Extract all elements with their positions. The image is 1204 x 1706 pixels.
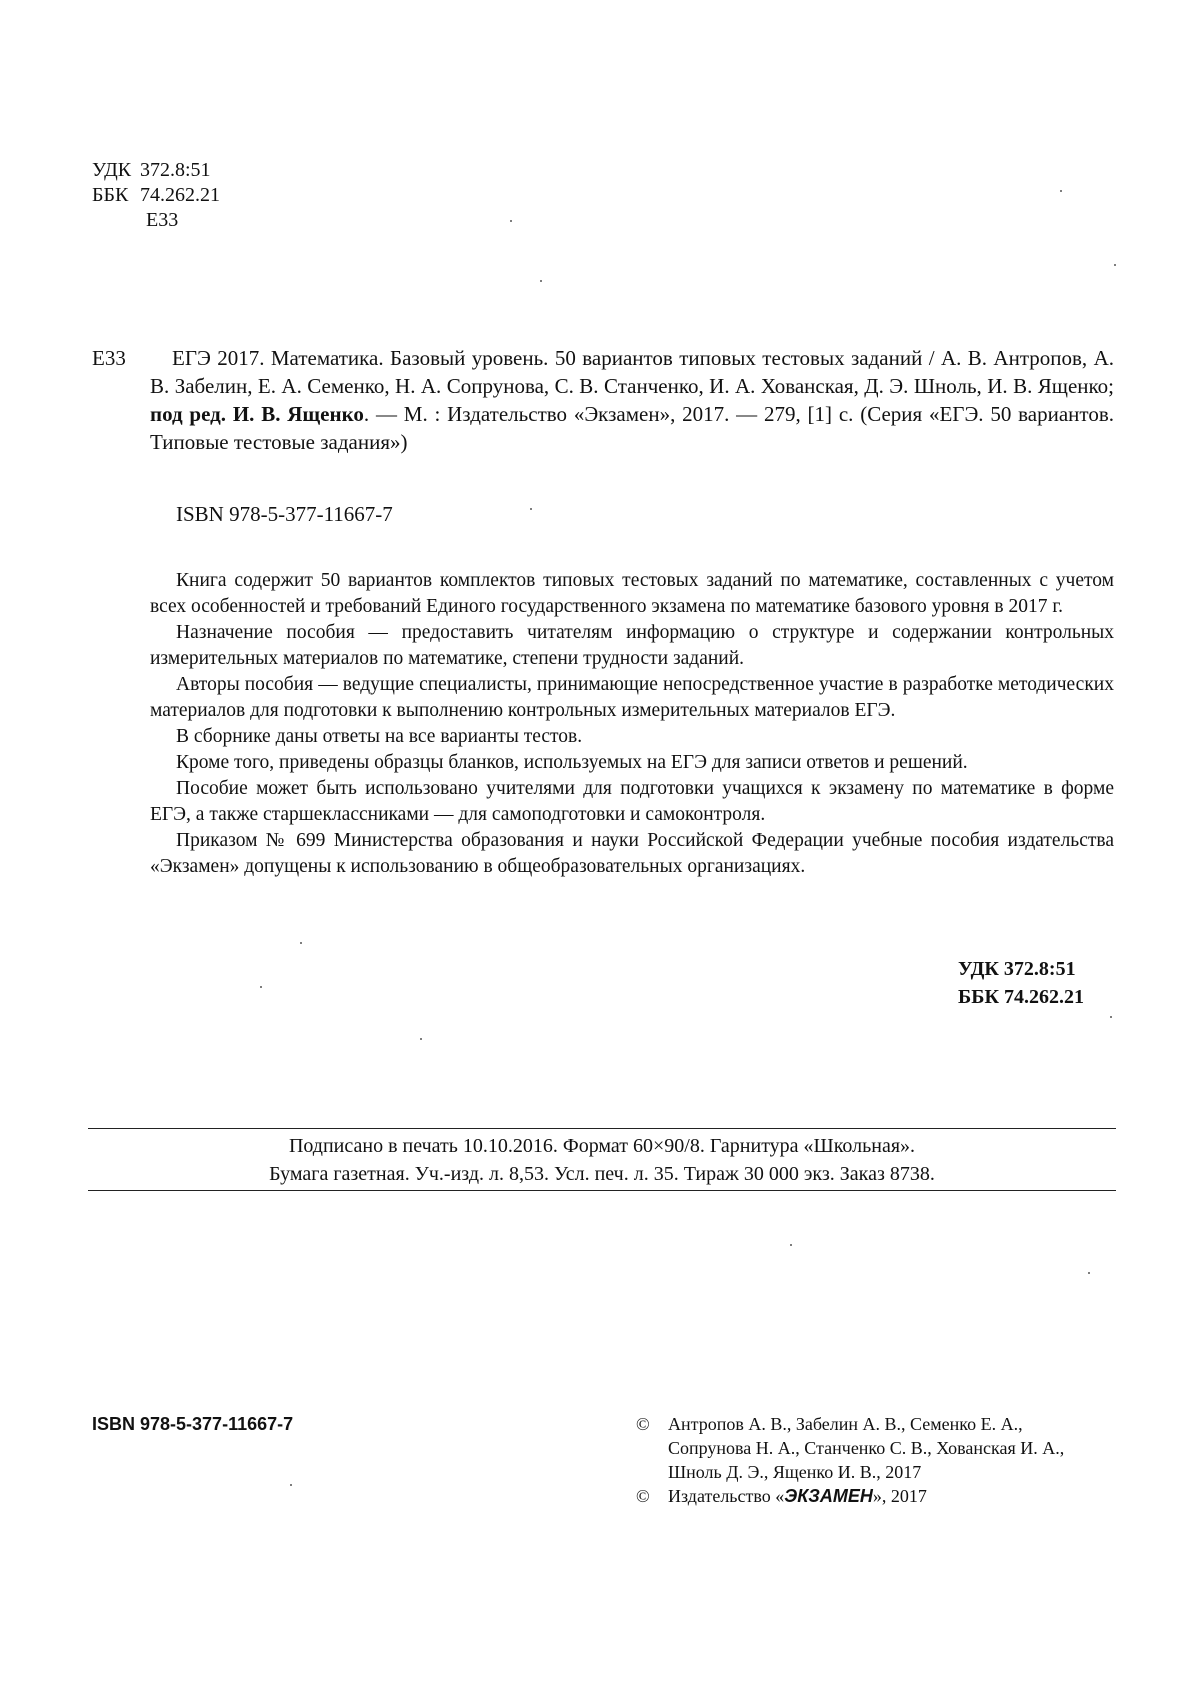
imprint-bottom-rule	[88, 1190, 1116, 1191]
copyright-authors-line-1	[636, 1412, 1064, 1436]
publisher-prefix: Издательство «	[668, 1486, 785, 1506]
scan-speck	[1088, 1272, 1090, 1274]
isbn-bottom: ISBN 978-5-377-11667-7	[92, 1414, 294, 1434]
copyright-block	[636, 1412, 1064, 1508]
bibliographic-part2: . — М. : Издательство «Экзамен», 2017. — 279, [1] с. (Серия «ЕГЭ. 50 вариантов. Типовые тестовые задания»)	[150, 402, 1114, 454]
bibliographic-part1: ЕГЭ 2017. Математика. Базовый уровень. 50 вариантов типовых тестовых заданий / А. В. Антропов, А. В. Забелин, Е. А. Семенко, Н. А. Сопрунова, С. В. Станченко, И. А. Хованская, Д. Э. Шноль, И. В. Ященко;	[150, 346, 1114, 398]
udk-label: УДК	[92, 159, 132, 181]
udk-value: 372.8:51	[140, 159, 211, 181]
bbk-row	[92, 183, 220, 208]
udk-right: УДК 372.8:51	[958, 958, 1076, 980]
annotation-paragraph: Кроме того, приведены образцы бланков, используемых на ЕГЭ для записи ответов и решений.	[176, 752, 968, 773]
copyright-symbol: ©	[636, 1414, 650, 1434]
scan-speck	[1060, 190, 1062, 192]
annotation-paragraph: Авторы пособия — ведущие специалисты, принимающие непосредственное участие в разработке методических материалов для подготовки к выполнению контрольных измерительных материалов ЕГЭ.	[150, 674, 1114, 721]
publisher-suffix: », 2017	[872, 1486, 927, 1506]
bibliographic-code: Е33	[92, 346, 126, 370]
copyright-authors-1: Антропов А. В., Забелин А. В., Семенко Е. А.,	[668, 1414, 1023, 1434]
scan-speck	[290, 1484, 292, 1486]
scan-speck	[260, 986, 262, 988]
bibliographic-record	[92, 344, 1114, 456]
annotation-paragraph: Пособие может быть использовано учителями для подготовки учащихся к экзамену по математике в форме ЕГЭ, а также старшеклассниками — для самоподготовки и самоконтроля.	[150, 778, 1114, 825]
imprint-top-rule	[88, 1128, 1116, 1129]
bibliographic-editor: под ред. И. В. Ященко	[150, 402, 364, 426]
classification-codes	[92, 158, 220, 233]
scan-speck	[1110, 1016, 1112, 1018]
scan-speck	[420, 1038, 422, 1040]
copyright-publisher-line	[636, 1484, 1064, 1508]
scan-speck	[540, 280, 542, 282]
scan-speck	[1114, 264, 1116, 266]
imprint-line-2: Бумага газетная. Уч.-изд. л. 8,53. Усл. печ. л. 35. Тираж 30 000 экз. Заказ 8738.	[269, 1163, 935, 1185]
bbk-right: ББК 74.262.21	[958, 986, 1084, 1008]
author-mark: Е33	[146, 209, 179, 231]
scan-speck	[530, 508, 532, 510]
annotation-paragraph: Назначение пособия — предоставить читателям информацию о структуре и содержании контрольных измерительных материалов по математике, степени трудности заданий.	[150, 622, 1114, 669]
isbn-line: ISBN 978-5-377-11667-7	[176, 502, 393, 526]
copyright-authors-3: Шноль Д. Э., Ященко И. В., 2017	[668, 1462, 922, 1482]
scan-speck	[510, 220, 512, 222]
copyright-authors-2: Сопрунова Н. А., Станченко С. В., Хованская И. А.,	[668, 1438, 1065, 1458]
copyright-symbol: ©	[636, 1486, 650, 1506]
annotation-paragraph: Приказом № 699 Министерства образования и науки Российской Федерации учебные пособия издательства «Экзамен» допущены к использованию в общеобразовательных организациях.	[150, 830, 1114, 877]
scan-speck	[790, 1244, 792, 1246]
classification-right	[958, 955, 1084, 1011]
bbk-value: 74.262.21	[140, 184, 220, 206]
annotation-paragraph: Книга содержит 50 вариантов комплектов типовых тестовых заданий по математике, составленных с учетом всех особенностей и требований Единого государственного экзамена по математике базового уровня в 2017 г.	[150, 570, 1114, 617]
annotation	[150, 568, 1114, 880]
udk-row	[92, 158, 220, 183]
imprint	[88, 1132, 1116, 1188]
publisher-brand: ЭКЗАМЕН	[784, 1486, 873, 1506]
imprint-line-1: Подписано в печать 10.10.2016. Формат 60×90/8. Гарнитура «Школьная».	[288, 1135, 916, 1157]
bbk-label: ББК	[92, 184, 129, 206]
bibliographic-description	[150, 344, 1114, 456]
annotation-paragraph: В сборнике даны ответы на все варианты тестов.	[176, 726, 583, 747]
scan-speck	[300, 942, 302, 944]
